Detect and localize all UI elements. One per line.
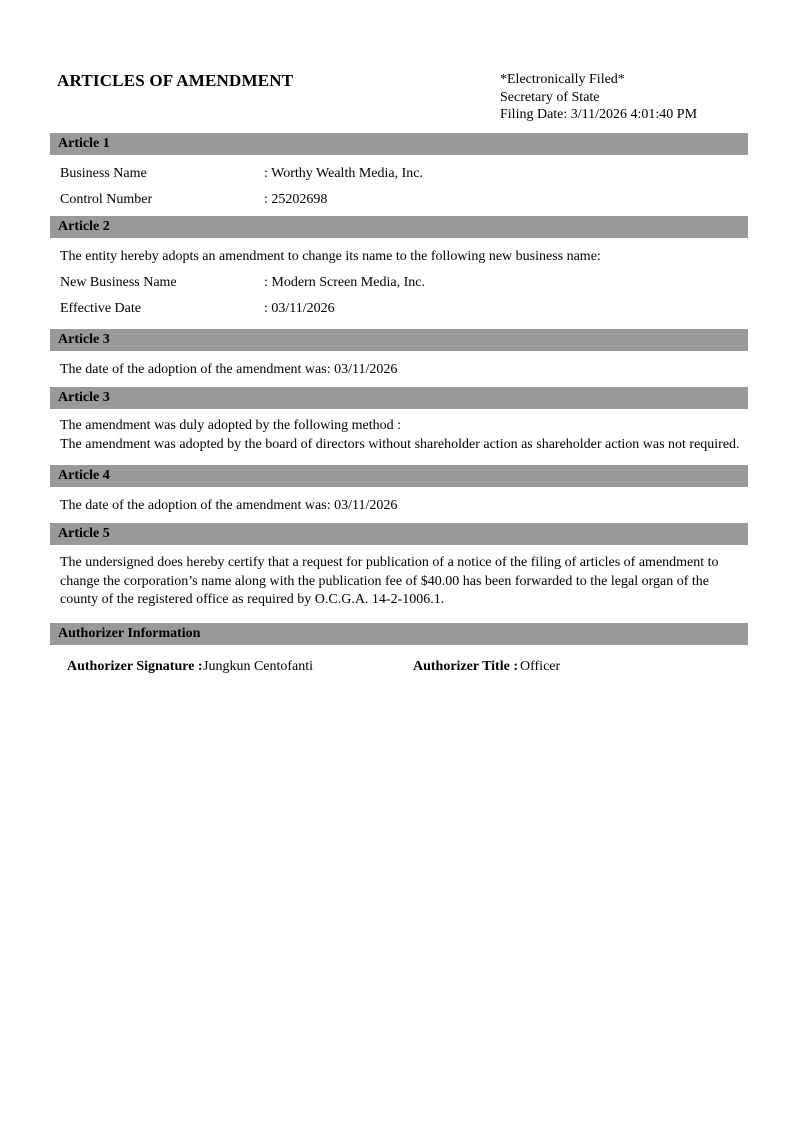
authorizer-signature-value: Jungkun Centofanti <box>203 658 314 674</box>
field-label: Control Number <box>60 192 153 207</box>
article-3-method-line-2: The amendment was adopted by the board of directors without shareholder action as shareholder action was not required. <box>60 436 740 452</box>
field-row-control-number <box>60 187 748 213</box>
section-body-article-2 <box>50 270 748 329</box>
document-header <box>50 71 748 123</box>
authorizer-row <box>50 645 748 677</box>
field-label: Business Name <box>60 166 147 181</box>
field-label: New Business Name <box>60 275 177 290</box>
field-value: : Modern Screen Media, Inc. <box>264 275 425 290</box>
article-3-method-body <box>50 409 748 465</box>
article-3-method-line-1: The amendment was duly adopted by the following method : <box>60 418 401 433</box>
filing-status-line: *Electronically Filed* <box>500 72 625 87</box>
field-label: Effective Date <box>60 301 141 316</box>
authorizer-signature-label: Authorizer Signature : <box>67 658 203 674</box>
article-2-intro-text: The entity hereby adopts an amendment to change its name to the following new business name: <box>60 249 601 264</box>
section-header-article-2: Article 2 <box>50 216 748 238</box>
section-header-article-3-date: Article 3 <box>50 329 748 351</box>
field-row-effective-date <box>60 296 748 322</box>
authorizer-title-value: Officer <box>520 658 561 674</box>
section-body-article-1 <box>50 155 748 216</box>
document-title: ARTICLES OF AMENDMENT <box>57 71 294 90</box>
article-5-certification-text: The undersigned does hereby certify that a request for publication of a notice of the filing of articles of amendment to change the corporation’s name along with the publication fee of $40.00 has been forwarded to the legal organ of the county of the registered office as required by O.C.G.A. 14-2-1006.1. <box>60 555 719 607</box>
filing-status-block <box>500 71 697 124</box>
document-content <box>50 0 748 677</box>
field-value: : 03/11/2026 <box>264 301 335 316</box>
article-3-date-text: The date of the adoption of the amendment was: 03/11/2026 <box>60 362 398 377</box>
section-header-authorizer-information: Authorizer Information <box>50 623 748 645</box>
field-value: : Worthy Wealth Media, Inc. <box>264 166 423 181</box>
authorizer-title-label: Authorizer Title : <box>413 658 518 674</box>
section-header-article-5: Article 5 <box>50 523 748 545</box>
field-row-new-business-name <box>60 270 748 296</box>
filing-date-line: Filing Date: 3/11/2026 4:01:40 PM <box>500 107 698 122</box>
section-header-article-1: Article 1 <box>50 133 748 155</box>
section-header-article-3-method: Article 3 <box>50 387 748 409</box>
section-header-article-4: Article 4 <box>50 465 748 487</box>
filing-authority-line: Secretary of State <box>500 89 600 105</box>
article-4-date-text: The date of the adoption of the amendment was: 03/11/2026 <box>60 498 398 513</box>
field-row-business-name <box>60 161 748 187</box>
field-value: : 25202698 <box>264 192 328 207</box>
